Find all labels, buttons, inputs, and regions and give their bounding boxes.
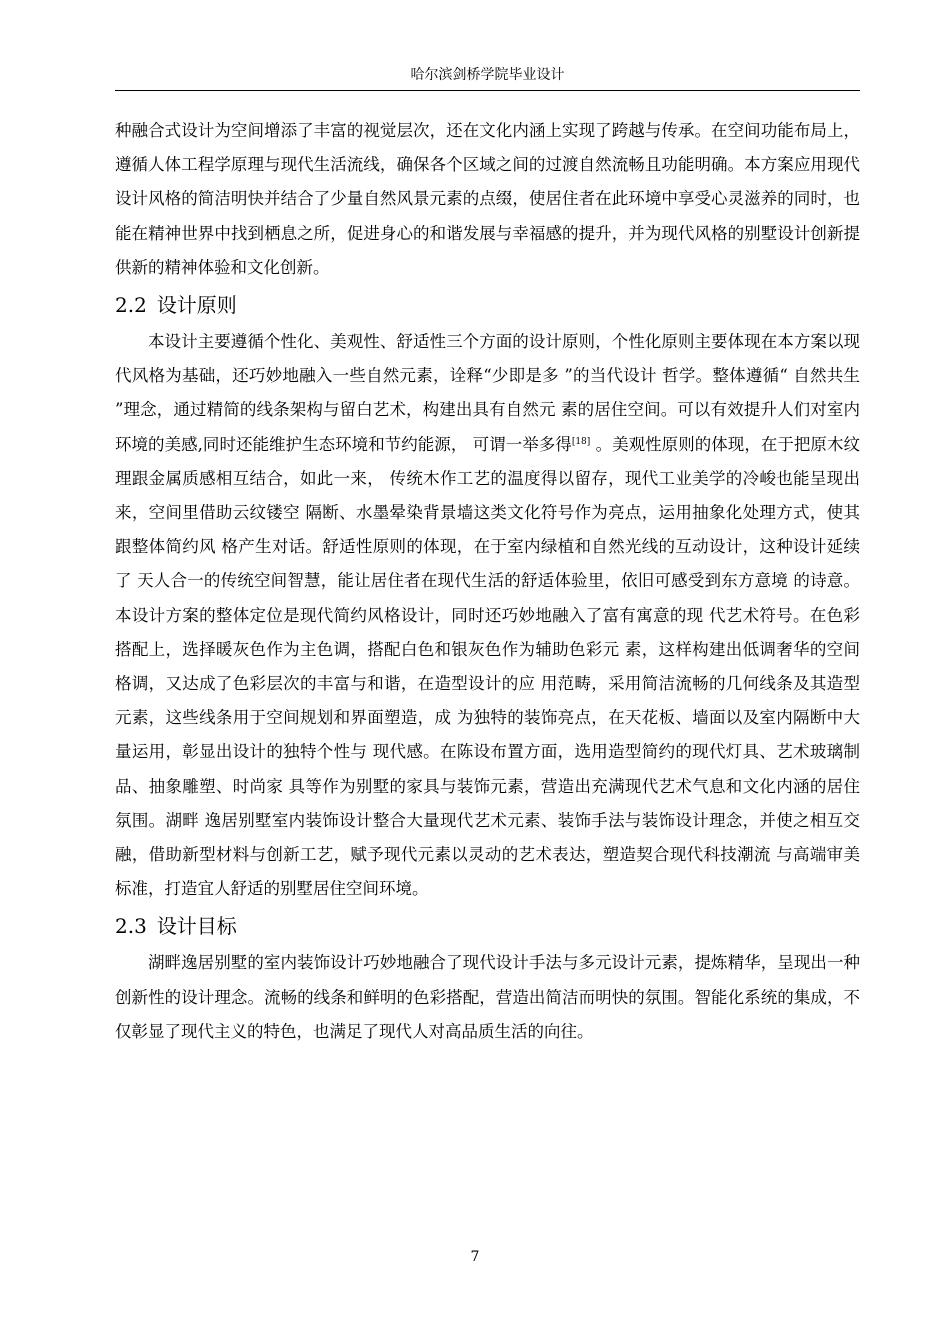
paragraph-design-goals: 湖畔逸居别墅的室内装饰设计巧妙地融合了现代设计手法与多元设计元素，提炼精华，呈现出一种创新性的设计理念。流畅的线条和鲜明的色彩搭配，营造出简洁而明快的氛围。智能化系统的集成，不仅彰显了现代主义的特色，也满足了现代人对高品质生活的向往。 (115, 953, 860, 1041)
header-rule (115, 90, 860, 91)
paragraph-text: 。美观性原则的体现，在于把原木纹理跟金属质感相互结合，如此一来， 传统木作工艺的温度得以留存，现代工业美学的冷峻也能呈现出来，空间里借助云纹镂空 隔断、水墨晕染背景墙这类文化符号作为亮点，运用抽象化处理方式，使其跟整体简约风 格产生对话。舒适性原则的体现，在于室内绿植和自然光线的互动设计，这种设计延续了 天人合一的传统空间智慧，能让居住者在现代生活的舒适体验里，依旧可感受到东方意境 的诗意。本设计方案的整体定位是现代简约风格设计，同时还巧妙地融入了富有寓意的现 代艺术符号。在色彩搭配上，选择暖灰色作为主色调，搭配白色和银灰色作为辅助色彩元 素，这样构建出低调奢华的空间格调，又达成了色彩层次的丰富与和谐，在造型设计的应 用范畴，采用简洁流畅的几何线条及其造型元素，这些线条用于空间规划和界面塑造，成 为独特的装饰亮点，在天花板、墙面以及室内隔断中大量运用，彰显出设计的独特个性与 现代感。在陈设布置方面，选用造型简约的现代灯具、艺术玻璃制品、抽象雕塑、时尚家 具等作为别墅的家具与装饰元素，营造出充满现代艺术气息和文化内涵的居住氛围。湖畔 逸居别墅室内装饰设计整合大量现代艺术元素、装饰手法与装饰设计理念，并使之相互交 融，借助新型材料与创新工艺，赋予现代元素以灵动的艺术表达，塑造契合现代科技潮流 与高端审美标准，打造宜人舒适的别墅居住空间环境。 (115, 434, 860, 899)
section-title: 设计原则 (156, 293, 237, 318)
paragraph-design-principles (115, 325, 860, 906)
page-number: 7 (470, 1249, 480, 1265)
section-heading-2-3 (115, 906, 860, 946)
section-title: 设计目标 (156, 914, 237, 939)
running-header: 哈尔滨剑桥学院毕业设计 (410, 67, 565, 83)
section-number: 2.3 (115, 914, 147, 939)
section-heading-2-2 (115, 285, 860, 325)
paragraph-continuation: 种融合式设计为空间增添了丰富的视觉层次，还在文化内涵上实现了跨越与传承。在空间功能布局上，遵循人体工程学原理与现代生活流线，确保各个区域之间的过渡自然流畅且功能明确。本方案应用现代设计风格的简洁明快并结合了少量自然风景元素的点缀，使居住者在此环境中享受心灵滋养的同时，也能在精神世界中找到栖息之所，促进身心的和谐发展与幸福感的提升，并为现代风格的别墅设计创新提供新的精神体验和文化创新。 (115, 121, 860, 277)
section-number: 2.2 (115, 293, 147, 318)
page-content (115, 114, 860, 1049)
paragraph-text: 本设计主要遵循个性化、美观性、舒适性三个方面的设计原则，个性化原则主要体现在本方案以现代风格为基础，还巧妙地融入一些自然元素，诠释“少即是多 ”的当代设计 哲学。整体遵循“ 自然共生 ”理念，通过精简的线条架构与留白艺术，构建出具有自然元 素的居住空间。可以有效提升人们对室内环境的美感,同时还能维护生态环境和节约能源， 可谓一举多得 (115, 332, 860, 454)
citation-marker: [18] (571, 436, 591, 447)
